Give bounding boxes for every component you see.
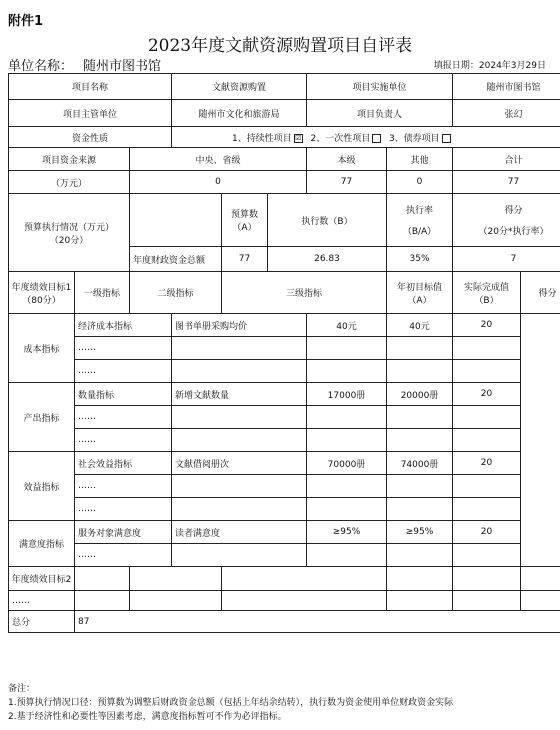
perf-goal1-label: 年度绩效目标1（80分） bbox=[9, 272, 75, 314]
perf-target: 40元 bbox=[307, 314, 387, 337]
score-value: 7 bbox=[453, 247, 560, 272]
rate-value: 35% bbox=[387, 247, 453, 272]
project-name-value: 文献资源购置 bbox=[172, 74, 307, 100]
perf-header-target: 年初目标值 （A） bbox=[387, 272, 453, 314]
fund-source-unit: （万元） bbox=[9, 171, 130, 194]
fund-nature-label: 资金性质 bbox=[9, 127, 172, 148]
total-label: 总分 bbox=[9, 611, 75, 633]
perf-header-lvl3: 三级指标 bbox=[222, 272, 387, 314]
perf-lvl3: 新增文献数量 bbox=[172, 383, 307, 406]
perf-lvl2: …… bbox=[75, 406, 172, 429]
notes-line2: 2.基于经济性和必要性等因素考虑，满意度指标暂可不作为必评指标。 bbox=[8, 712, 287, 722]
perf-lvl2: …… bbox=[75, 337, 172, 360]
perf-lvl1: 满意度指标 bbox=[9, 521, 75, 567]
checkbox-empty-icon bbox=[442, 134, 451, 143]
perf-score: 20 bbox=[453, 521, 521, 544]
budget-header: 预算数 （A） bbox=[222, 194, 268, 247]
perf-target bbox=[307, 429, 387, 452]
score-header: 得分 （20分*执行率） bbox=[453, 194, 560, 247]
total-value: 87 bbox=[75, 611, 560, 633]
perf-score bbox=[453, 406, 521, 429]
perf-row bbox=[9, 475, 560, 498]
budget-exec-label: 预算执行情况（万元） （20分） bbox=[9, 194, 130, 272]
notes bbox=[8, 682, 556, 724]
fund-source-value: 77 bbox=[307, 171, 387, 194]
perf-lvl3 bbox=[172, 406, 307, 429]
impl-unit-label: 项目实施单位 bbox=[307, 74, 453, 100]
perf-score bbox=[453, 429, 521, 452]
notes-title: 备注： bbox=[8, 684, 36, 694]
attachment-label: 附件1 bbox=[8, 14, 44, 29]
evaluation-table bbox=[8, 73, 560, 633]
exec-header: 执行数（B） bbox=[268, 194, 387, 247]
perf-lvl1: 产出指标 bbox=[9, 383, 75, 452]
perf-target: 70000册 bbox=[307, 452, 387, 475]
perf-row bbox=[9, 406, 560, 429]
perf-score: 20 bbox=[453, 314, 521, 337]
notes-line1: 1.预算执行情况口径：预算数为调整后财政资金总额（包括上年结余结转），执行数为资金使用单位财政资金实际 bbox=[8, 698, 454, 708]
fund-nature-options: 1、持续性项目 ☑ 2、一次性项目 3、债券项目 bbox=[172, 127, 560, 148]
fund-source-header: 其他 bbox=[387, 148, 453, 171]
perf-lvl1: 成本指标 bbox=[9, 314, 75, 383]
rate-header: 执行率 （B/A） bbox=[387, 194, 453, 247]
perf-actual bbox=[387, 406, 453, 429]
perf-target bbox=[307, 360, 387, 383]
perf-lvl2: 服务对象满意度 bbox=[75, 521, 172, 544]
perf-lvl2: …… bbox=[75, 475, 172, 498]
perf-row bbox=[9, 360, 560, 383]
perf-goal-ellipsis: …… bbox=[9, 591, 75, 611]
perf-row bbox=[9, 521, 560, 544]
perf-lvl1: 效益指标 bbox=[9, 452, 75, 521]
fund-source-value: 0 bbox=[130, 171, 307, 194]
perf-actual: ≥95% bbox=[387, 521, 453, 544]
perf-target: ≥95% bbox=[307, 521, 387, 544]
exec-value: 26.83 bbox=[268, 247, 387, 272]
perf-lvl2: …… bbox=[75, 429, 172, 452]
perf-actual: 40元 bbox=[387, 314, 453, 337]
fund-source-value: 77 bbox=[453, 171, 560, 194]
perf-header-actual: 实际完成值 （B） bbox=[453, 272, 521, 314]
perf-score bbox=[453, 544, 521, 567]
impl-unit-value: 随州市图书馆 bbox=[453, 74, 560, 100]
perf-row bbox=[9, 337, 560, 360]
perf-row bbox=[9, 429, 560, 452]
perf-lvl3: 读者满意度 bbox=[172, 521, 307, 544]
perf-actual bbox=[387, 544, 453, 567]
perf-target bbox=[307, 544, 387, 567]
perf-lvl2: 数量指标 bbox=[75, 383, 172, 406]
project-name-label: 项目名称 bbox=[9, 74, 172, 100]
perf-goal2-label: 年度绩效目标2 bbox=[9, 567, 75, 591]
perf-target bbox=[307, 498, 387, 521]
perf-lvl2: 经济成本指标 bbox=[75, 314, 172, 337]
perf-lvl2: …… bbox=[75, 498, 172, 521]
perf-score bbox=[453, 337, 521, 360]
supervisor-label: 项目主管单位 bbox=[9, 100, 172, 127]
page-title: 2023年度文献资源购置项目自评表 bbox=[147, 36, 413, 56]
perf-lvl3: 文献借阅册次 bbox=[172, 452, 307, 475]
perf-actual bbox=[387, 498, 453, 521]
perf-row bbox=[9, 452, 560, 475]
perf-score bbox=[453, 498, 521, 521]
perf-target bbox=[307, 337, 387, 360]
perf-row bbox=[9, 544, 560, 567]
perf-actual bbox=[387, 475, 453, 498]
perf-lvl3 bbox=[172, 498, 307, 521]
perf-lvl3 bbox=[172, 360, 307, 383]
fund-source-header: 合计 bbox=[453, 148, 560, 171]
perf-header-lvl1: 一级指标 bbox=[75, 272, 130, 314]
leader-label: 项目负责人 bbox=[307, 100, 453, 127]
checkbox-empty-icon bbox=[372, 134, 381, 143]
perf-lvl2: …… bbox=[75, 544, 172, 567]
perf-lvl3 bbox=[172, 429, 307, 452]
fund-source-header: 中央、省级 bbox=[130, 148, 307, 171]
perf-actual bbox=[387, 360, 453, 383]
perf-lvl2: 社会效益指标 bbox=[75, 452, 172, 475]
report-date: 填报日期：2024年3月29日 bbox=[433, 61, 546, 71]
perf-lvl3 bbox=[172, 544, 307, 567]
perf-actual bbox=[387, 337, 453, 360]
perf-lvl3: 图书单册采购均价 bbox=[172, 314, 307, 337]
perf-actual: 74000册 bbox=[387, 452, 453, 475]
perf-target bbox=[307, 406, 387, 429]
leader-value: 张幻 bbox=[453, 100, 560, 127]
perf-header-score: 得分 bbox=[521, 272, 560, 314]
unit-line bbox=[8, 55, 161, 74]
perf-score: 20 bbox=[453, 383, 521, 406]
perf-header-lvl2: 二级指标 bbox=[130, 272, 222, 314]
perf-actual bbox=[387, 429, 453, 452]
fund-source-label: 项目资金来源 bbox=[9, 148, 130, 171]
perf-score: 20 bbox=[453, 452, 521, 475]
checkbox-checked-icon: ☑ bbox=[295, 133, 302, 142]
fund-source-value: 0 bbox=[387, 171, 453, 194]
budget-value: 77 bbox=[222, 247, 268, 272]
perf-row bbox=[9, 498, 560, 521]
budget-row-label: 年度财政资金总额 bbox=[130, 247, 222, 272]
perf-lvl2: …… bbox=[75, 360, 172, 383]
perf-lvl3 bbox=[172, 337, 307, 360]
perf-target bbox=[307, 475, 387, 498]
unit-value: 随州市图书馆 bbox=[83, 59, 162, 74]
perf-target: 17000册 bbox=[307, 383, 387, 406]
perf-lvl3 bbox=[172, 475, 307, 498]
supervisor-value: 随州市文化和旅游局 bbox=[172, 100, 307, 127]
perf-row bbox=[9, 314, 560, 337]
perf-score bbox=[453, 360, 521, 383]
unit-label: 单位名称： bbox=[8, 59, 74, 74]
perf-row bbox=[9, 383, 560, 406]
perf-score bbox=[453, 475, 521, 498]
perf-actual: 20000册 bbox=[387, 383, 453, 406]
fund-source-header: 本级 bbox=[307, 148, 387, 171]
